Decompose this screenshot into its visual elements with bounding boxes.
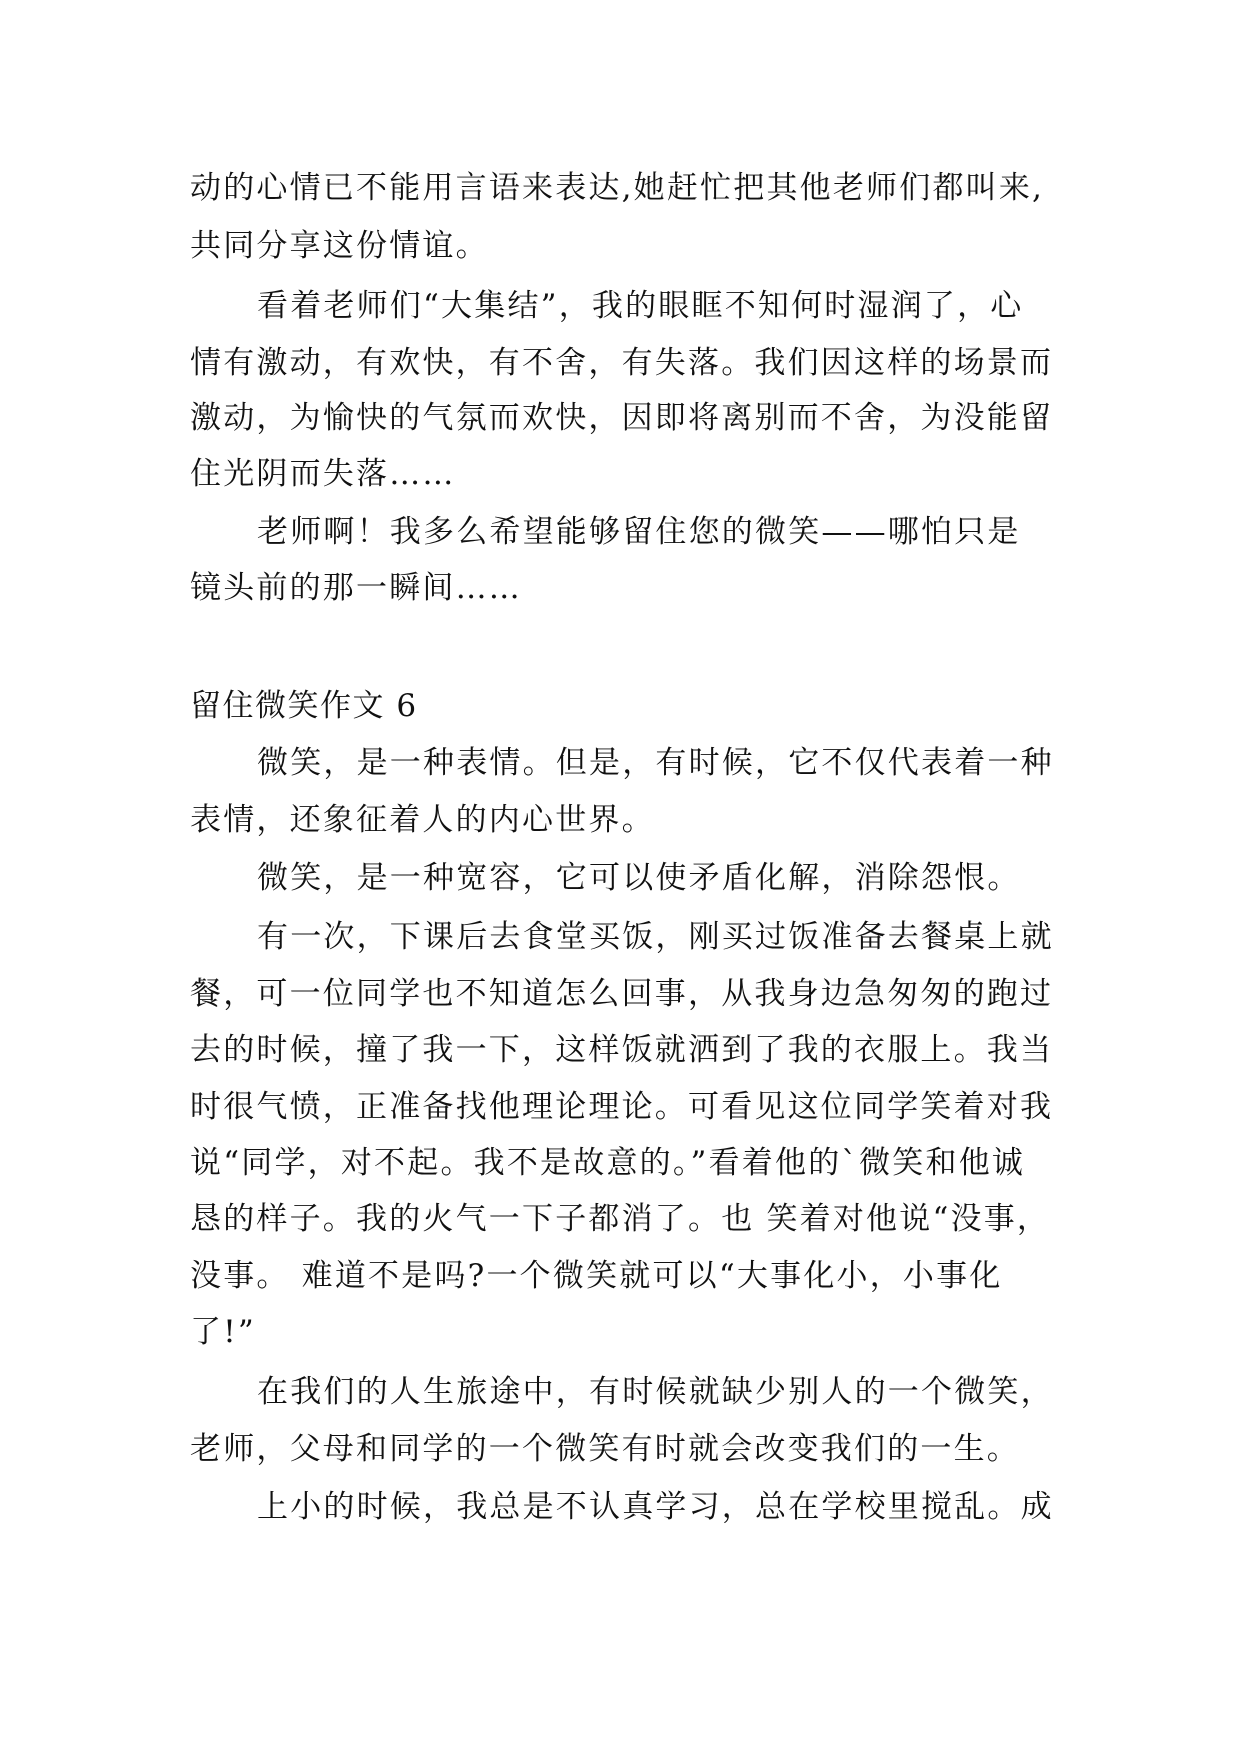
text-line: 微笑，是一种宽容，它可以使矛盾化解，消除怨恨。 (257, 860, 1021, 896)
section-heading: 留住微笑作文 6 (190, 688, 418, 724)
text-line: 镜头前的那一瞬间…… (190, 570, 522, 606)
text-line: 上小的时候，我总是不认真学习，总在学校里搅乱。成 (257, 1489, 1054, 1525)
text-line: 看着老师们“大集结”，我的眼眶不知何时湿润了，心 (257, 288, 1024, 324)
text-line: 表情，还象征着人的内心世界。 (190, 802, 655, 838)
text-line: 老师啊！我多么希望能够留住您的微笑——哪怕只是 (257, 514, 1021, 550)
text-line: 没事。 难道不是吗?一个微笑就可以“大事化小，小事化 (190, 1258, 1003, 1294)
text-line: 恳的样子。我的火气一下子都消了。也 笑着对他说“没事， (190, 1201, 1051, 1237)
text-line: 情有激动，有欢快，有不舍，有失落。我们因这样的场景而 (190, 345, 1054, 381)
text-line: 时很气愤，正准备找他理论理论。可看见这位同学笑着对我 (190, 1089, 1054, 1125)
text-line: 在我们的人生旅途中，有时候就缺少别人的一个微笑， (257, 1374, 1054, 1410)
text-line: 住光阴而失落…… (190, 456, 456, 492)
text-line: 微笑，是一种表情。但是，有时候，它不仅代表着一种 (257, 745, 1054, 781)
text-line: 动的心情已不能用言语来表达,她赶忙把其他老师们都叫来, (190, 170, 1045, 206)
text-line: 了!” (190, 1314, 256, 1350)
text-line: 去的时候，撞了我一下，这样饭就洒到了我的衣服上。我当 (190, 1032, 1054, 1068)
text-line: 老师，父母和同学的一个微笑有时就会改变我们的一生。 (190, 1431, 1020, 1467)
text-line: 说“同学，对不起。我不是故意的。”看着他的`微笑和他诚 (190, 1145, 1026, 1181)
text-line: 激动，为愉快的气氛而欢快，因即将离别而不舍，为没能留 (190, 400, 1054, 436)
text-line: 共同分享这份情谊。 (190, 228, 489, 264)
text-line: 有一次，下课后去食堂买饭，刚买过饭准备去餐桌上就 (257, 919, 1054, 955)
text-line: 餐，可一位同学也不知道怎么回事，从我身边急匆匆的跑过 (190, 976, 1054, 1012)
